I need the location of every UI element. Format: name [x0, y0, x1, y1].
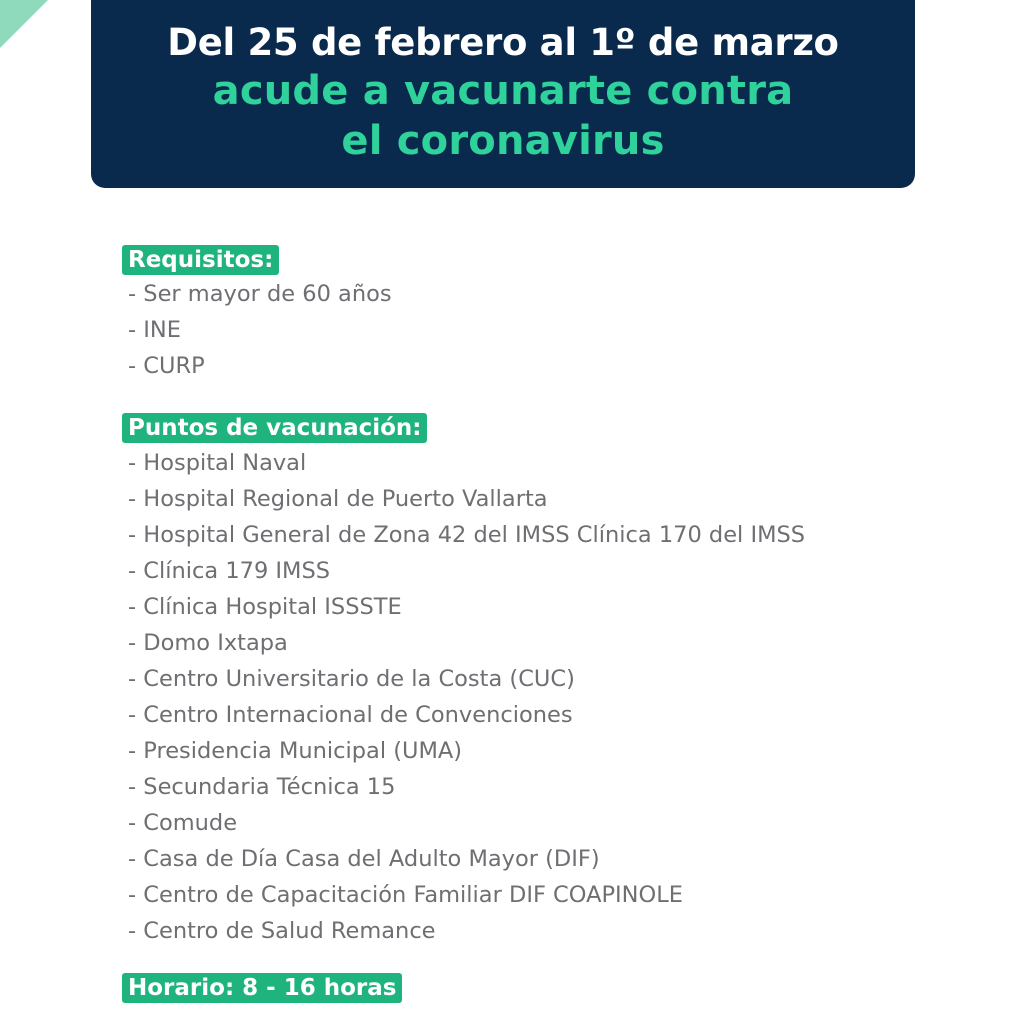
header-headline-line: acude a vacunarte contra: [212, 68, 794, 114]
vaccination-points-section: [122, 413, 805, 949]
list-item: - Comude: [122, 805, 805, 841]
requirements-section: [122, 245, 392, 384]
list-item: - Hospital Regional de Puerto Vallarta: [122, 481, 805, 517]
list-item: - Clínica 179 IMSS: [122, 553, 805, 589]
list-item: - CURP: [122, 348, 392, 384]
corner-decoration: [0, 0, 48, 48]
list-item: - Ser mayor de 60 años: [122, 276, 392, 312]
list-item: - Centro Internacional de Convenciones: [122, 697, 805, 733]
list-item: - Hospital Naval: [122, 445, 805, 481]
list-item: - Casa de Día Casa del Adulto Mayor (DIF): [122, 841, 805, 877]
list-item: - Domo Ixtapa: [122, 625, 805, 661]
vaccination-points-list: [122, 445, 805, 949]
list-item: - Secundaria Técnica 15: [122, 769, 805, 805]
list-item: - Centro de Capacitación Familiar DIF COAPINOLE: [122, 877, 805, 913]
schedule-section: [122, 973, 402, 1003]
requirements-list: [122, 276, 392, 384]
list-item: - Clínica Hospital ISSSTE: [122, 589, 805, 625]
header-headline-line-2: el coronavirus: [341, 118, 665, 164]
schedule-label: Horario: 8 - 16 horas: [122, 973, 402, 1003]
list-item: - Hospital General de Zona 42 del IMSS Clínica 170 del IMSS: [122, 517, 805, 553]
list-item: - Centro de Salud Remance: [122, 913, 805, 949]
list-item: - INE: [122, 312, 392, 348]
header-banner: [91, 0, 915, 188]
list-item: - Presidencia Municipal (UMA): [122, 733, 805, 769]
list-item: - Centro Universitario de la Costa (CUC): [122, 661, 805, 697]
vaccination-points-label: Puntos de vacunación:: [122, 413, 427, 443]
header-date-line: Del 25 de febrero al 1º de marzo: [167, 21, 839, 64]
requirements-label: Requisitos:: [122, 245, 279, 275]
